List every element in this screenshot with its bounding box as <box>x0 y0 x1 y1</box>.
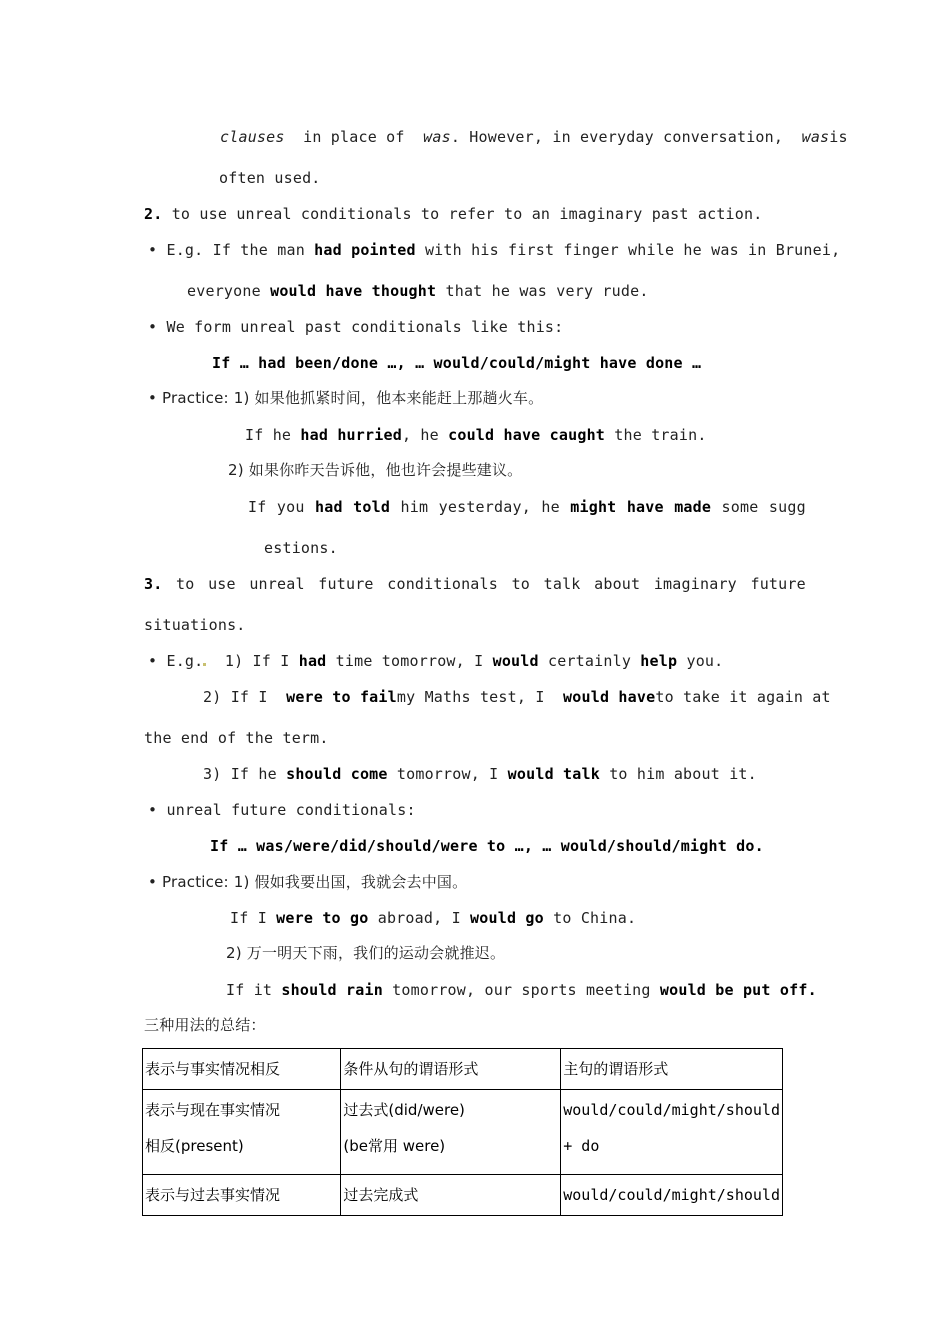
summary-title: 三种用法的总结： <box>144 1016 266 1034</box>
term-clauses: clauses <box>220 128 285 146</box>
example-line <box>203 687 831 707</box>
bold-word: told <box>353 498 391 516</box>
text-span: with his first finger while he was in Brunei, <box>424 241 841 259</box>
section-number: 2. <box>144 205 163 223</box>
example-line <box>148 240 840 260</box>
text-span: certainly <box>547 652 632 670</box>
cell-line: (be常用 were) <box>343 1137 446 1155</box>
text-span: • E.g. If the man <box>148 241 305 259</box>
word: talk <box>543 575 581 593</box>
text-span: everyone <box>187 282 261 300</box>
text-span: to China. <box>553 909 637 927</box>
term-was: was <box>423 128 451 146</box>
word: If <box>248 498 267 516</box>
text-span: to use unreal conditionals to refer to an imaginary past action. <box>171 205 763 223</box>
text-line: situations. <box>144 616 246 634</box>
table-row <box>143 1049 783 1090</box>
word: imaginary <box>653 575 737 593</box>
bullet-line: • We form unreal past conditionals like this: <box>148 318 564 336</box>
text-span: you. <box>686 652 724 670</box>
text-span: that he was very rude. <box>445 282 649 300</box>
mark-dot <box>203 663 206 666</box>
text-span: If he <box>245 426 292 444</box>
text-line: the end of the term. <box>144 729 329 747</box>
text-span: If I <box>230 909 267 927</box>
pattern-past: If … had been/done …, … would/could/might have done … <box>212 354 702 372</box>
table-cell <box>561 1090 783 1175</box>
cell-line: 过去式(did/were) <box>343 1101 465 1119</box>
pattern-future: If … was/were/did/should/were to …, … would/should/might do. <box>210 837 764 855</box>
table-cell <box>341 1090 561 1175</box>
text-span: . However, in everyday conversation, <box>450 128 784 146</box>
bold-span: had <box>298 652 327 670</box>
word: yesterday, <box>438 498 531 516</box>
table-cell: 表示与过去事实情况 <box>143 1175 341 1216</box>
table-header-cell: 主句的谓语形式 <box>561 1049 783 1090</box>
table-row <box>143 1090 783 1175</box>
bold-word: might <box>570 498 617 516</box>
word: unreal <box>249 575 305 593</box>
example-line <box>187 281 649 301</box>
word: you <box>276 498 305 516</box>
word: him <box>400 498 429 516</box>
bold-span: help <box>640 652 678 670</box>
bold-span: would go <box>470 909 544 927</box>
table-cell: would/could/might/should <box>561 1175 783 1216</box>
summary-table <box>142 1048 783 1216</box>
bold-word: made <box>674 498 712 516</box>
text-span: to him about it. <box>609 765 757 783</box>
bold-span: would be put off. <box>659 981 817 999</box>
bold-span: would have thought <box>270 282 437 300</box>
text-line: often used. <box>219 169 321 187</box>
answer-line <box>248 497 806 517</box>
word: use <box>208 575 236 593</box>
table-header-cell: 条件从句的谓语形式 <box>341 1049 561 1090</box>
table-cell: 过去完成式 <box>341 1175 561 1216</box>
bullet-line: • unreal future conditionals: <box>148 801 416 819</box>
bold-span: could have caught <box>448 426 606 444</box>
text-span: in place of <box>303 128 405 146</box>
cell-line: + do <box>563 1137 600 1155</box>
bold-span: were to go <box>276 909 369 927</box>
text-span: tomorrow, our sports meeting <box>392 981 651 999</box>
term-was: was <box>801 128 830 146</box>
text-span: If it <box>226 981 273 999</box>
cell-line: would/could/might/should <box>563 1101 780 1119</box>
cell-line: 表示与现在事实情况 <box>145 1101 281 1119</box>
text-span: is <box>829 128 848 146</box>
practice-line: 2) 如果你昨天告诉他，他也许会提些建议。 <box>228 461 523 479</box>
bold-span: had hurried <box>300 426 402 444</box>
bold-span: were to fail <box>286 688 397 706</box>
answer-line <box>226 980 817 1000</box>
text-span: the train. <box>614 426 707 444</box>
text-span: • E.g. <box>148 652 204 670</box>
text-span: abroad, I <box>377 909 461 927</box>
practice-line: • Practice: 1) 如果他抓紧时间，他本来能赶上那趟火车。 <box>148 389 544 407</box>
bold-span: would <box>492 652 539 670</box>
word: future <box>318 575 374 593</box>
word: about <box>594 575 641 593</box>
word: he <box>541 498 560 516</box>
section-heading-2 <box>144 204 762 224</box>
word: future <box>750 575 806 593</box>
text-span: 3) If he <box>203 765 277 783</box>
word: to <box>176 575 195 593</box>
word: some <box>721 498 759 516</box>
bold-word: had <box>315 498 343 516</box>
example-line <box>148 651 723 671</box>
table-cell <box>143 1090 341 1175</box>
text-span: my Maths test, I <box>396 688 545 706</box>
text-span: to take it again at <box>655 688 831 706</box>
bold-span: had pointed <box>314 241 416 259</box>
text-span: 2) If I <box>203 688 268 706</box>
text-span: , he <box>401 426 439 444</box>
word: to <box>511 575 531 593</box>
table-row <box>143 1175 783 1216</box>
bold-span: would talk <box>507 765 600 783</box>
section-heading-3 <box>144 574 806 594</box>
table-header-cell: 表示与事实情况相反 <box>143 1049 341 1090</box>
practice-line: 2) 万一明天下雨，我们的运动会就推迟。 <box>226 944 506 962</box>
answer-line <box>230 908 636 928</box>
section-number: 3. <box>144 575 163 593</box>
text-span: tomorrow, I <box>396 765 499 783</box>
bold-span: should rain <box>281 981 383 999</box>
text-span: time tomorrow, I <box>335 652 484 670</box>
text-line: estions. <box>264 539 338 557</box>
answer-line <box>245 425 707 445</box>
example-line <box>203 764 757 784</box>
bold-span: would have <box>563 688 656 706</box>
word: conditionals <box>387 575 499 593</box>
word: sugg <box>768 498 806 516</box>
practice-line: • Practice: 1) 假如我要出国，我就会去中国。 <box>148 873 468 891</box>
cell-line: 相反(present) <box>145 1137 244 1155</box>
bold-word: have <box>626 498 664 516</box>
text-span: 1) If I <box>224 652 290 670</box>
text-line <box>220 127 848 147</box>
bold-span: should come <box>286 765 388 783</box>
